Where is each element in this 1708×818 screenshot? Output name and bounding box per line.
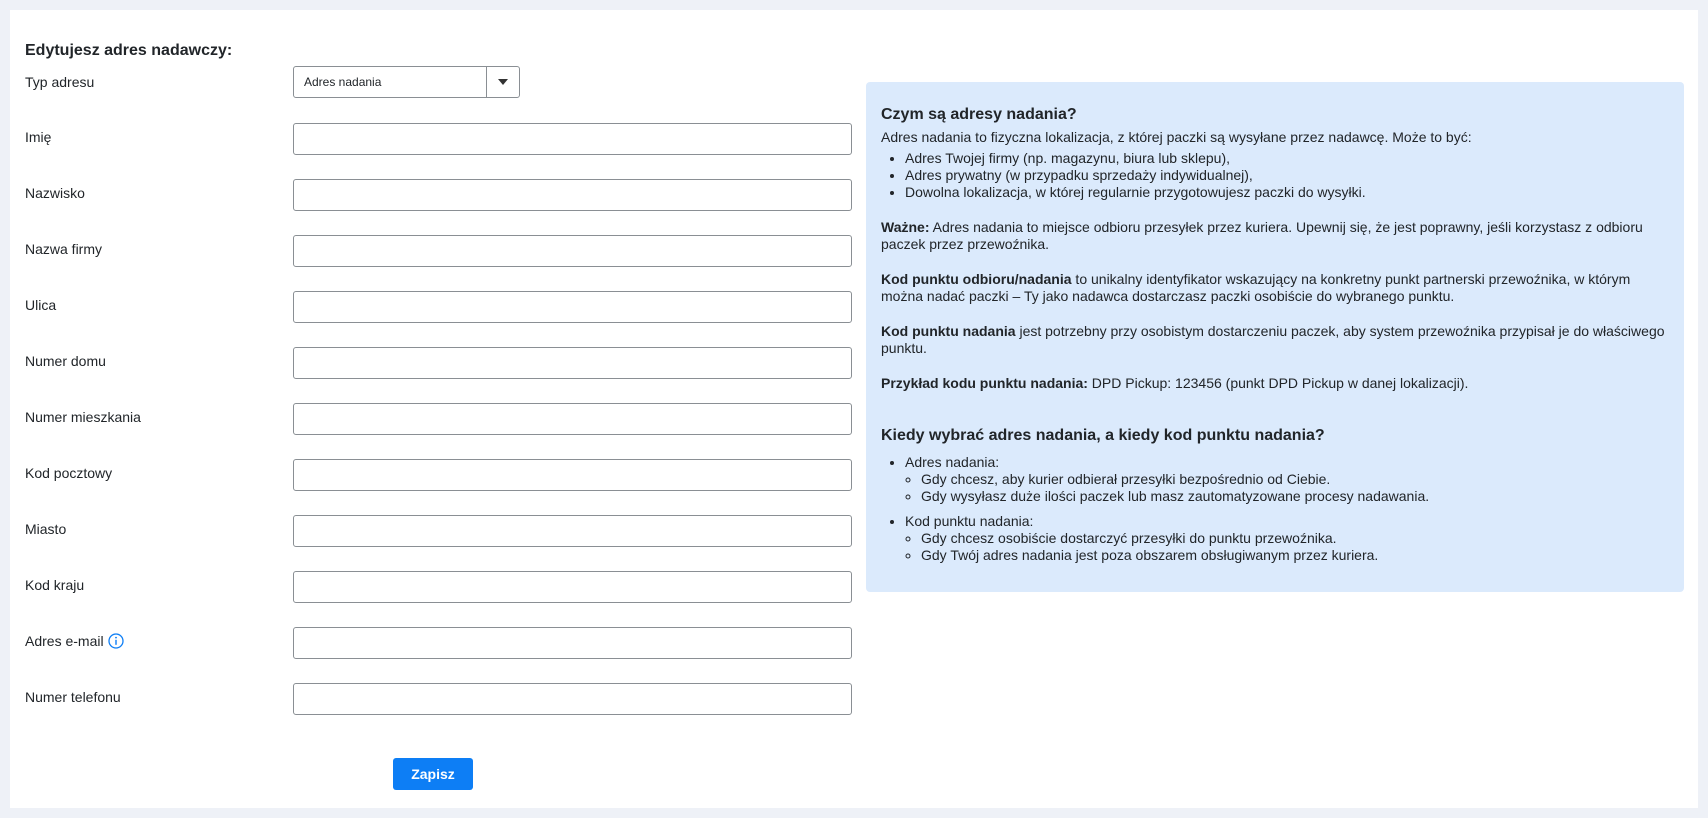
form-row-city (25, 513, 855, 547)
address-form-card (10, 10, 1698, 808)
list-item: ◦ Gdy wysyłasz duże ilości paczek lub masz zautomatyzowane procesy nadawania. (921, 488, 1669, 505)
choice-label: Kod punktu nadania: (905, 513, 1034, 529)
form-row-last-name (25, 177, 855, 211)
city-label: Miasto (25, 521, 67, 537)
email-label: Adres e-mail (25, 633, 104, 649)
form-row-house-number (25, 345, 855, 379)
code-label: Kod punktu odbioru/nadania (881, 271, 1072, 287)
example-text: DPD Pickup: 123456 (punkt DPD Pickup w danej lokalizacji). (1087, 375, 1469, 391)
info-icon[interactable] (108, 633, 124, 649)
code2-label: Kod punktu nadania (881, 323, 1016, 339)
example-label: Przykład kodu punktu nadania: (881, 375, 1088, 391)
email-label-wrap (25, 633, 124, 649)
save-button[interactable]: Zapisz (393, 758, 473, 790)
last-name-label: Nazwisko (25, 185, 85, 201)
apartment-number-input[interactable] (293, 403, 852, 435)
dropdown-caret-icon[interactable] (486, 67, 519, 97)
address-examples-list (881, 150, 1669, 201)
important-text: Adres nadania to miejsce odbioru przesyłek przez kuriera. Upewnij się, że jest poprawny, jeśli korzystasz z odbioru paczek przez przewoźnika. (881, 219, 1643, 252)
address-type-select[interactable] (293, 66, 520, 98)
page-title: Edytujesz adres nadawczy: (25, 42, 233, 59)
form-row-first-name (25, 121, 855, 155)
first-name-label: Imię (25, 129, 52, 145)
street-label: Ulica (25, 297, 57, 313)
form-row-country-code (25, 569, 855, 603)
choice-label: Adres nadania: (905, 454, 1000, 470)
street-input[interactable] (293, 291, 852, 323)
choice-sublist (905, 471, 1669, 505)
info-code-usage (881, 323, 1669, 357)
house-number-label: Numer domu (25, 353, 106, 369)
form-row-address-type (25, 66, 855, 100)
form-row-email (25, 625, 855, 659)
info-important (881, 219, 1669, 253)
form-row-apartment-number (25, 401, 855, 435)
country-code-label: Kod kraju (25, 577, 85, 593)
list-item: ◦ Gdy chcesz osobiście dostarczyć przesyłki do punktu przewoźnika. (921, 530, 1669, 547)
info-intro: Adres nadania to fizyczna lokalizacja, z której paczki są wysyłane przez nadawcę. Może to być: (881, 129, 1472, 145)
code-text: to unikalny identyfikator wskazujący na konkretny punkt partnerski przewoźnika, w którym można nadać paczki – Ty jako nadawca dostarczasz paczki osobiście do wybranego punktu. (881, 271, 1631, 304)
form-row-phone (25, 681, 855, 715)
list-item (905, 454, 1669, 505)
info-panel (866, 82, 1684, 592)
apartment-number-label: Numer mieszkania (25, 409, 141, 425)
house-number-input[interactable] (293, 347, 852, 379)
form-row-postal-code (25, 457, 855, 491)
choice-sublist (905, 530, 1669, 564)
info-heading-what-are-addresses: Czym są adresy nadania? (881, 106, 1077, 123)
code2-text: jest potrzebny przy osobistym dostarczeniu paczek, aby system przewoźnika przypisał je do właściwego punktu. (881, 323, 1665, 356)
email-input[interactable] (293, 627, 852, 659)
form-row-company-name (25, 233, 855, 267)
company-name-label: Nazwa firmy (25, 241, 103, 257)
list-item: • Adres prywatny (w przypadku sprzedaży indywidualnej), (905, 167, 1669, 184)
first-name-input[interactable] (293, 123, 852, 155)
info-code-definition (881, 271, 1669, 305)
address-type-label: Typ adresu (25, 74, 95, 90)
important-label: Ważne: (881, 219, 930, 235)
list-item: ◦ Gdy chcesz, aby kurier odbierał przesyłki bezpośrednio od Ciebie. (921, 471, 1669, 488)
list-item (905, 513, 1669, 564)
choice-list (881, 454, 1669, 564)
city-input[interactable] (293, 515, 852, 547)
list-item: • Dowolna lokalizacja, w której regularnie przygotowujesz paczki do wysyłki. (905, 184, 1669, 201)
list-item: ◦ Gdy Twój adres nadania jest poza obszarem obsługiwanym przez kuriera. (921, 547, 1669, 564)
company-name-input[interactable] (293, 235, 852, 267)
list-item: • Adres Twojej firmy (np. magazynu, biura lub sklepu), (905, 150, 1669, 167)
postal-code-label: Kod pocztowy (25, 465, 113, 481)
info-example (881, 375, 1669, 392)
postal-code-input[interactable] (293, 459, 852, 491)
address-type-selected-value: Adres nadania (304, 75, 382, 89)
info-heading-when-to-choose: Kiedy wybrać adres nadania, a kiedy kod punktu nadania? (881, 427, 1325, 444)
country-code-input[interactable] (293, 571, 852, 603)
form-row-street (25, 289, 855, 323)
last-name-input[interactable] (293, 179, 852, 211)
phone-input[interactable] (293, 683, 852, 715)
phone-label: Numer telefonu (25, 689, 121, 705)
